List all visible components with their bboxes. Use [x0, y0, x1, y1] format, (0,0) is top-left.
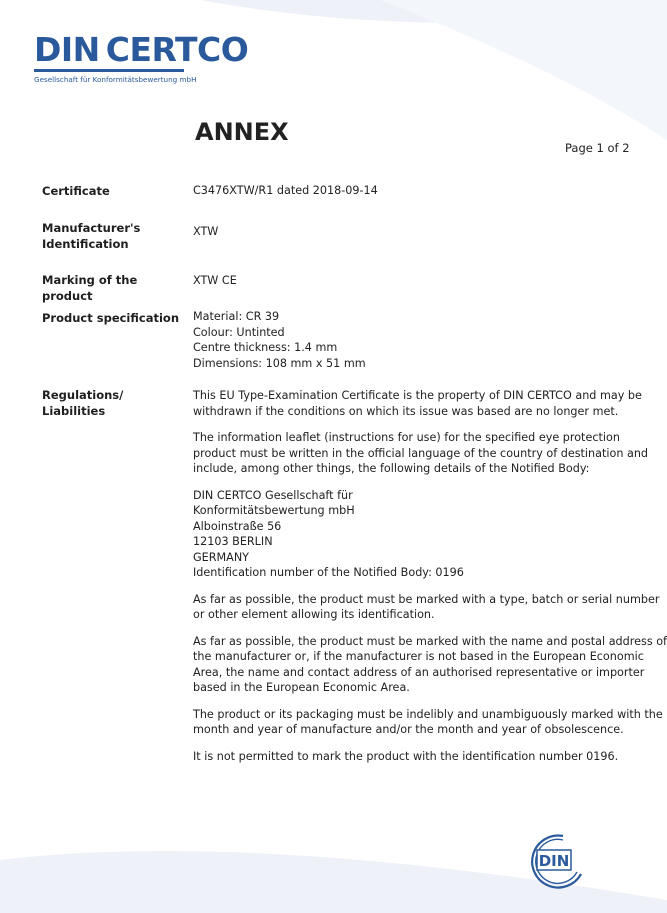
din-seal-icon	[519, 830, 591, 890]
page-title: ANNEX	[195, 118, 289, 146]
marking-value: XTW CE	[193, 274, 237, 287]
regulations-label: Regulations/ Liabilities	[42, 388, 124, 418]
regulation-paragraph: It is not permitted to mark the product with the identification number 0196.	[193, 749, 619, 763]
regulation-paragraph: The information leaflet (instructions for use) for the specified eye protection product must be written in the official language of the country of destination and include, among other things, the following details of the Notified Body:	[193, 431, 649, 475]
spec-line: Dimensions: 108 mm x 51 mm	[193, 356, 366, 370]
marking-label: Marking of the product	[42, 273, 138, 303]
logo-subtitle: Gesellschaft für Konformitätsbewertung mbH	[34, 75, 197, 84]
page-number: Page 1 of 2	[565, 141, 630, 155]
regulation-paragraph: This EU Type-Examination Certificate is the property of DIN CERTCO and may be withdrawn if the conditions on which its issue was based are no longer met.	[193, 389, 642, 418]
certificate-value: C3476XTW/R1 dated 2018-09-14	[193, 184, 378, 197]
svg-text:DIN: DIN	[538, 852, 570, 870]
regulations-text	[193, 388, 667, 775]
din-certco-logo	[34, 30, 249, 84]
manufacturer-label: Manufacturer's Identification	[42, 221, 141, 251]
logo-wordmark: DIN CERTCO	[34, 30, 249, 69]
spec-line: Centre thickness: 1.4 mm	[193, 341, 338, 354]
spec-line: Colour: Untinted	[193, 325, 285, 339]
regulation-paragraph: The product or its packaging must be indelibly and unambiguously marked with the month and year of manufacture and/or the month and year of obsolescence.	[193, 707, 663, 736]
manufacturer-value: XTW	[193, 225, 219, 238]
regulation-paragraph: As far as possible, the product must be marked with the name and postal address of the manufacturer or, if the manufacturer is not based in the European Economic Area, the name and contact address of an authorised representative or importer based in the European Economic Area.	[193, 634, 667, 694]
logo-rule	[34, 69, 184, 72]
specification-label: Product specification	[42, 311, 180, 325]
notified-body-address: DIN CERTCO Gesellschaft für Konformitätsbewertung mbH Alboinstraße 56 12103 BERLIN GERMANY Identification number of the Notified Body: 0196	[193, 488, 464, 579]
regulation-paragraph: As far as possible, the product must be marked with a type, batch or serial number or other element allowing its identification.	[193, 592, 660, 621]
specification-value	[193, 309, 633, 371]
spec-line: Material: CR 39	[193, 310, 280, 323]
certificate-label: Certificate	[42, 184, 110, 198]
